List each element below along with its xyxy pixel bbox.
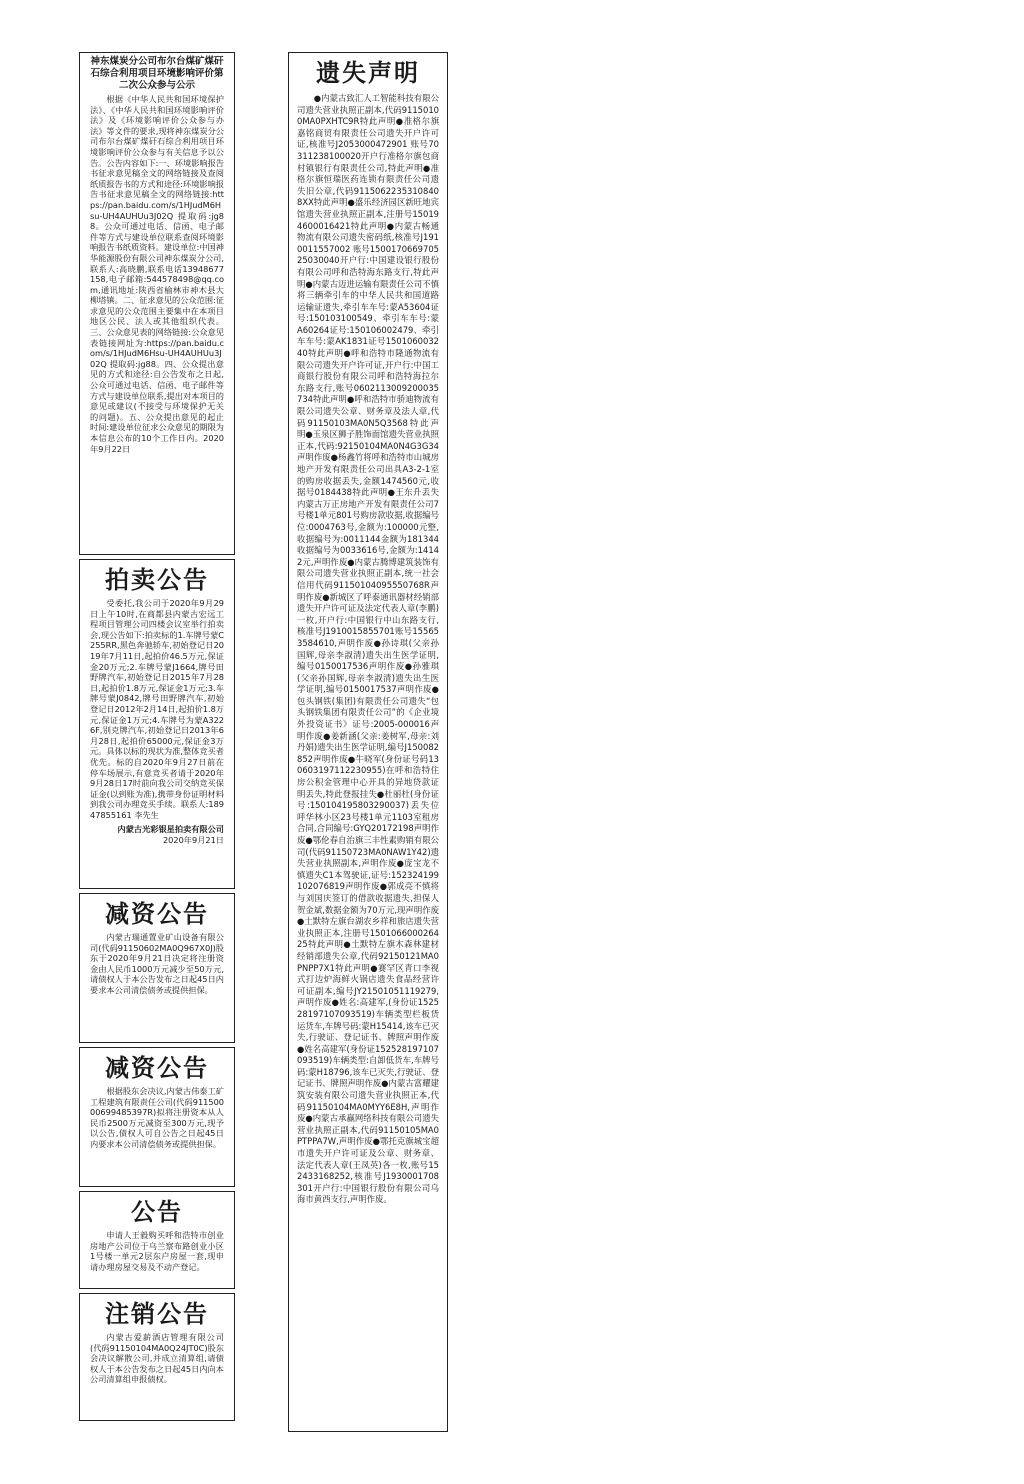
auction-notice-date: 2020年9月21日 [162, 835, 224, 846]
lost-declaration-column [288, 52, 448, 1432]
environment-notice-body: 根据《中华人民共和国环境保护法》、《中华人民共和国环境影响评价法》及《环境影响评价公众参与办法》等文件的要求,现将神东煤炭分公司布尔台煤矿煤矸石综合利用项目环境影响评价公众参与有关信息予以公告。公告内容如下:一、环境影响报告书征求意见稿全文的网络链接及查阅纸质报告书的方式和途径:环境影响报告书征求意见稿全文的网络链接:https://pan.baidu.com/s/1HJudM6Hsu-UH4AUHUu3J02Q 提取码:jg88。公众可通过电话、信函、电子邮件等方式与建设单位联系查阅环境影响报告书纸质资料。建设单位:中国神华能源股份有限公司神东煤炭分公司,联系人:高晓鹏,联系电话13948677158,电子邮箱:544578498@qq.com,通讯地址:陕西省榆林市神木县大柳塔镇。二、征求意见的公众范围:征求意见的公众范围主要集中在本项目地区公民、法人或其他组织代表。三、公众意见表的网络链接:公众意见表链接网址为:https://pan.baidu.com/s/1HJudM6Hsu-UH4AUHUu3J02Q 提取码:jg88。四、公众提出意见的方式和途径:自公告发布之日起,公众可通过电话、信函、电子邮件等方式与建设单位联系,提出对本项目的意见或建议(不接受与环境保护无关的问题)。五、公众提出意见的起止时间:建设单位征求公众意见的期限为本信息公布的10个工作日内。2020年9月22日 [90, 94, 224, 454]
left-column [79, 52, 235, 1425]
capital-reduction-notice-1-body: 内蒙古瑞通置业矿山设备有限公司(代码91150602MA0Q967X0J)股东于2020年9月21日决定将注册资金由人民币1000万元减少至50万元,请债权人于本公告发布之日起45日内要求本公司清偿债务或提供担保。 [90, 932, 224, 995]
deregistration-notice-body: 内蒙古爱薪酒店管理有限公司(代码91150104MA0Q24JT0C)股东会决议解散公司,并成立清算组,请债权人于本公告发布之日起45日内向本公司清算组申报债权。 [90, 1332, 224, 1385]
capital-reduction-notice-2-title: 减资公告 [105, 1054, 209, 1082]
capital-reduction-notice-1 [79, 893, 235, 1043]
lost-declaration-body: ●内蒙古致汇人工智能科技有限公司遗失营业执照正副本,代码91150100MA0PXHTC9R特此声明●准格尔旗嘉铭商贸有限责任公司遗失开户许可证,核准号J2053000472901 账号70311238100020开户行准格尔旗包商村镇银行有限责任公司,特此声明●准格尔旗恒瑞医药连锁有限责任公司遗失旧公章,代码91150622353108408XX特此声明●盛乐经济园区新旺地宾馆遗失营业执照正副本,注册号150194600016421特此声明●内蒙古畅通物流有限公司遗失密码纸,核准号J1910011557002 账号150017066970525030040开户行:中国建设银行股份有限公司呼和浩特海东路支行,特此声明●内蒙古迈进运输有限责任公司不慎将三辆牵引车的中华人民共和国道路运输证遗失,牵引车车号:蒙A53604证号:150103100549、牵引车车号:蒙A60264证号:150106002479、牵引车车号:蒙AK1831证号150106003240特此声明●呼和浩特市隆通物流有限公司遗失开户许可证,开户行:中国工商银行股份有限公司呼和浩特海拉尔东路支行,账号0602113009200035734特此声明●呼和浩特市骄迪物流有限公司遗失公章、财务章及法人章,代码91150103MA0N5Q3568特此声明●玉泉区狮子胜饰面馆遗失营业执照正本,代码:92150104MA0N4G3G34声明作废●杨鑫竹将呼和浩特市山城房地产开发有限责任公司出具A3-2-1室的购房收据丢失,金额1474560元,收据号0184438特此声明●王东升丢失内蒙古万正房地产开发有限责任公司7号楼1单元801号购房款收据,收据编号位:0004763号,金额为:100000元整,收据编号为:0011144金额为181344收据编号为0033616号,金额为:14142元,声明作废●内蒙古腾博建筑装饰有限公司遗失营业执照正副本,统一社会信用代码91150104095550768R声明作废●新城区了呼泰通讯器材经销部遗失开户许可证及法定代表人章(李鹏)一枚,开户行:中国银行中山东路支行,核准号J1910015855701账号155653584610,声明作废●孙诗琪(父亲孙国辉,母亲李淑清)遗失出生医学证明,编号0150017536声明作废●孙雅琪(父亲孙国辉,母亲李淑清)遗失出生医学证明,编号0150017537声明作废●包头钢铁(集团)有限责任公司遗失“包头钢铁集团有限责任公司”的《企业境外投资证书》证号:2005-000016声明作废●姜新涵(父亲:姜树军,母亲:刘丹娟)遗失出生医学证明,编号J150082852声明作废●牛晓军(身份证号码130603197112230955)在呼和浩特住房公积金管理中心开具的异地贷款证明丢失,特此登报挂失●杜丽杜(身份证号:150104195803290037)丢失位呼华林小区23号楼1单元1103室租房合同,合同编号:GYQ20172198声明作废●鄂伦春自治旗三丰性素购销有限公司(代码91150723MA0NAW1Y42)遗失营业执照副本,声明作废●庞宝龙不慎遗失C1本驾驶证,证号:152324199102076819声明作废●郭成亮不慎将与刘国庆签订的借款收据遗失,担保人贺金斌,数据金额为70万元,现声明作废●土默特左旗台湖农乡祥和旅店遗失营业执照正本,注册号150106600026425特此声明●土默特左旗木森林建材经销部遗失公章,代码92150121MA0PNPP7X1特此声明●赛罕区青口李视式打边炉海鲜火锅店遗失食品经营许可证副本,编号JY21501051119279,声明作废●姓名:高建军,(身份证152528197107093519)车辆类型栏板货运货车,车牌号码:蒙H15414,该车已灭失,行驶证、登记证书、牌照声明作废●姓名高建军(身份证152528197107093519)车辆类型:自卸低货车,车牌号码:蒙H18796,该车已灭失,行驶证、登记证书、牌照声明作废●内蒙古富耀建筑安装有限公司遗失营业执照正本,代码91150104MA0MYY6E8H,声明作废●内蒙古承赢网络科技有限公司遗失营业执照正副本,代码91150105MA0PTPPA7W,声明作废●鄂托克旗城宝超市遗失开户许可证及公章、财务章、法定代表人章(王凤英)各一枚,账号152433168252,核准号J1930001708301开户行:中国银行股份有限公司乌海市黄西支行,声明作废。 [297, 93, 439, 1205]
auction-notice-signer: 内蒙古光彩银星拍卖有限公司 [117, 824, 224, 835]
deregistration-notice [79, 1293, 235, 1421]
auction-notice [79, 559, 235, 889]
environment-notice [79, 52, 235, 555]
deregistration-notice-title: 注销公告 [105, 1300, 209, 1328]
capital-reduction-notice-2-body: 根据股东会决议,内蒙古伟泰工矿工程建筑有限责任公司(代码91150000699485397R)拟将注册资本从人民币2500万元减资至300万元,现予以公告,债权人可自公告之日起45日内要求本公司清偿债务或提供担保。 [90, 1086, 224, 1149]
general-notice-body: 申请人王毅购买呼和浩特市创业房地产公司位于乌兰察布路创业小区1号楼一单元2层东户房屋一套,现申请办理房屋交易及不动产登记。 [90, 1230, 224, 1272]
environment-notice-title: 神东煤炭分公司布尔台煤矿煤矸石综合利用项目环境影响评价第二次公众参与公示 [90, 56, 224, 91]
general-notice-title: 公告 [131, 1198, 183, 1226]
auction-notice-title: 拍卖公告 [105, 566, 209, 594]
auction-notice-body: 受委托,我公司于2020年9月29日上午10时,在商都县内蒙古宏远工程项目管理公司四楼会议室举行拍卖会,现公告如下:拍卖标的1.车牌号蒙C255RR,黑色奔驰轿车,初始登记日2019年7月11日,起拍价46.5万元,保证金20万元;2.车牌号蒙J1664,牌号田野牌汽车,初始登记日2015年7月28日,起拍价1.8万元,保证金1万元;3.车牌号蒙J0842,牌号田野牌汽车,初始登记日2012年2月14日,起拍价1.8万元,保证金1万元;4.车牌号为蒙A3226F,别克牌汽车,初始登记日2013年6月28日,起拍价65000元,保证金3万元。具体以标的现状为准,整体竞买者优先。标的自2020年9月27日前在停车场展示,有意竞买者请于2020年9月28日17时前向我公司交纳竞买保证金(以到账为准),携带身份证明材料到我公司办理竞买手续。联系人:18947855161 李先生 [90, 598, 224, 820]
capital-reduction-notice-1-title: 减资公告 [105, 900, 209, 928]
lost-declaration-title: 遗失声明 [316, 59, 420, 87]
general-notice [79, 1191, 235, 1289]
capital-reduction-notice-2 [79, 1047, 235, 1187]
